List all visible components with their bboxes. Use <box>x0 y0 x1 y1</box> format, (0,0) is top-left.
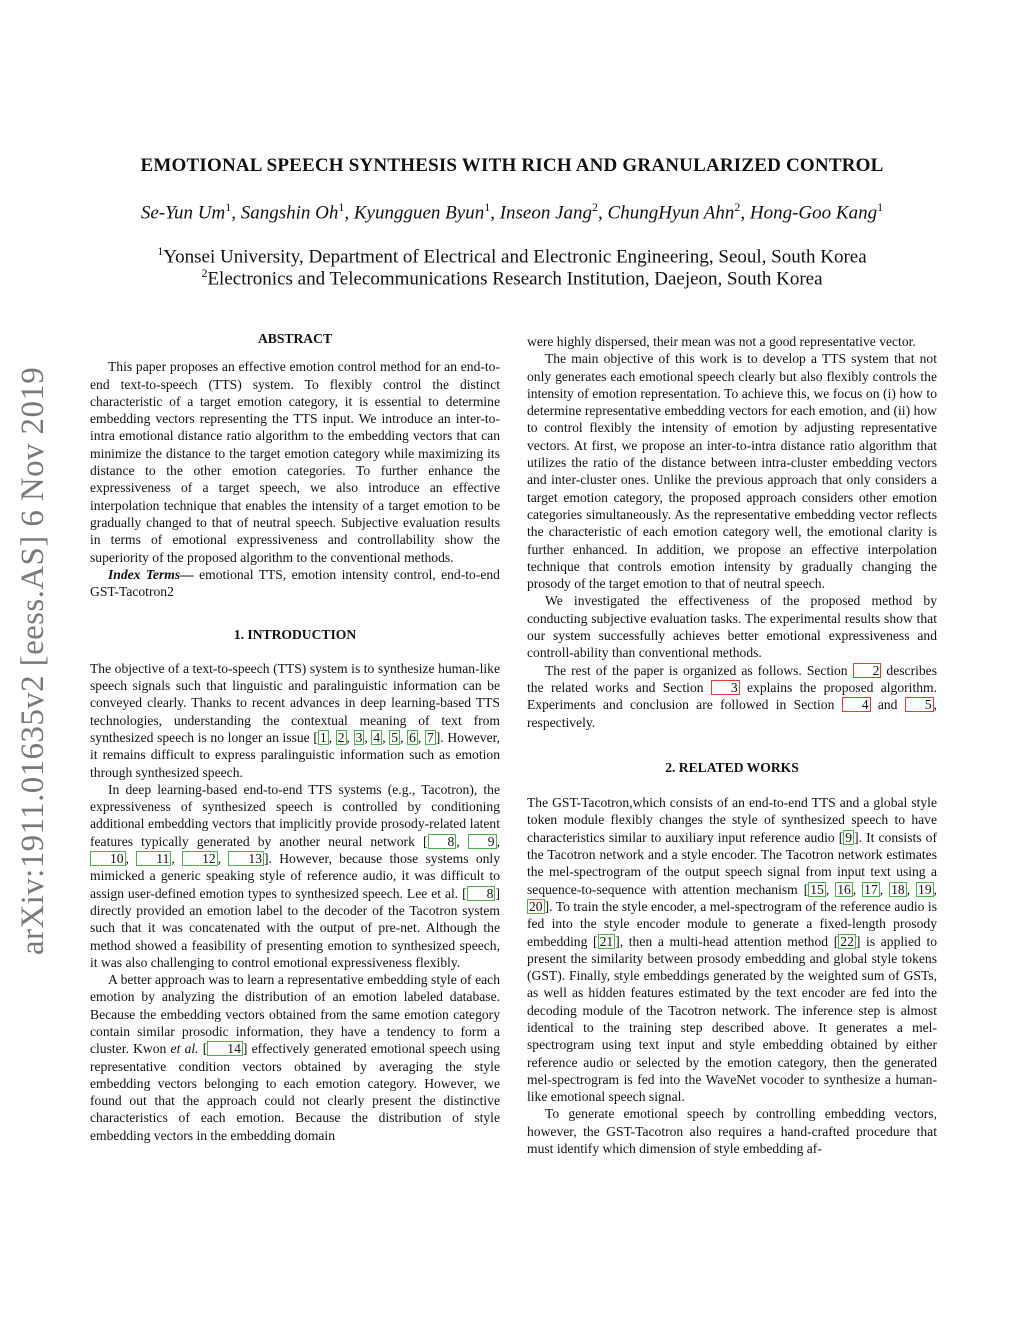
citation-link[interactable]: 9 <box>845 829 853 845</box>
citation-link[interactable]: 6 <box>409 729 416 745</box>
citation-link[interactable]: 9 <box>468 834 497 849</box>
citation-link[interactable]: 4 <box>373 729 381 745</box>
section-heading-related-works: 2. RELATED WORKS <box>665 759 799 775</box>
intro-paragraph-2: In deep learning-based end-to-end TTS systems (e.g., Tacotron), the expressiveness of synthesized speech is controlled by conditioning additional embedding vectors that implicitly provide prosody-related latent features typically generated by another neural network [ 8 , 9 , 10 , 11 , 12 , 13 ]. However, because those systems only mimicked a generic speaking style of reference audio, it was difficult to assign user-defined emotion types to synthesized speech. Lee et al. [ 8 ] directly provided an emotion label to the decoder of the Tacotron system such that it was concatenated with the output of pre-net. Although the method showed a feasibility of presenting emotion to synthesized speech, it was also challenging to control emotional expressiveness flexibly. <box>90 781 501 970</box>
citation-link[interactable]: 8 <box>467 886 496 901</box>
citation-link[interactable]: 5 <box>391 729 399 745</box>
section-link[interactable]: 2 <box>853 663 882 678</box>
citation-link[interactable]: 18 <box>891 881 905 897</box>
paper-title: EMOTIONAL SPEECH SYNTHESIS WITH RICH AND GRANULARIZED CONTROL <box>140 155 884 176</box>
citation-link[interactable]: 2 <box>337 729 345 745</box>
intro-paragraph-1: The objective of a text-to-speech (TTS) system is to synthesize human-like speech signals such that linguistic and paralinguistic information can be conveyed clearly. Thanks to recent advances in deep learning-based TTS technologies, understanding the contextual meaning of text from synthesized speech is no longer an issue [ 1 , 2 , 3 , 4 , 5 , 6 , 7 ]. However, it remains difficult to express paralinguistic information such as emotion through synthesized speech. <box>90 660 500 780</box>
citation-link[interactable]: 13 <box>228 851 264 866</box>
author: Kyungguen Byun <box>353 202 485 224</box>
arxiv-identifier: arXiv:1911.01635v2 [eess.AS] 6 Nov 2019 <box>15 366 51 955</box>
citation-link[interactable]: 8 <box>428 834 457 849</box>
citation-link[interactable]: 3 <box>355 729 363 745</box>
citation-link[interactable]: 22 <box>840 933 854 949</box>
author: Sangshin Oh <box>240 202 339 224</box>
author-list: Se-Yun Um$^1$, Sangshin Oh$^1$, Kyungguen Byun$^1$, Inseon Jang$^2$, ChungHyun Ahn$^2$, Hong-Goo Kang$^1$ <box>140 200 884 224</box>
intro-paragraph-6: The rest of the paper is organized as follows. Section 2 describes the related works and Section 3 explains the proposed algorithm. Experiments and conclusion are followed in Section 4 and 5 , respectively. <box>527 662 937 730</box>
intro-paragraph-3-continued: were highly dispersed, their mean was not a good representative vector. <box>527 334 916 349</box>
author: ChungHyun Ahn <box>607 202 735 224</box>
citation-link[interactable]: 21 <box>599 933 614 949</box>
related-paragraph-2: To generate emotional speech by controlling embedding vectors, however, the GST-Tacotron also requires a hand-crafted procedure that must identify which dimension of style embedding af- <box>527 1106 937 1157</box>
right-column <box>527 333 937 1157</box>
citation-link[interactable]: 1 <box>319 729 327 745</box>
citation-link[interactable]: 19 <box>918 881 932 897</box>
index-terms: Index Terms— emotional TTS, emotion intensity control, end-to-end GST-Tacotron2 <box>90 566 500 600</box>
affiliation-2: $^2$Electronics and Telecommunications Research Institution, Daejeon, South Korea <box>201 266 823 290</box>
citation-link[interactable]: 12 <box>182 851 218 866</box>
citation-link[interactable]: 15 <box>810 881 824 897</box>
citation-link[interactable]: 10 <box>90 851 126 866</box>
citation-link[interactable]: 7 <box>426 729 434 745</box>
related-paragraph-1: The GST-Tacotron,which consists of an end-to-end TTS and a global style token module flexibly changes the style of synthesized speech to have characteristics similar to auxiliary input reference audio [ 9 ]. It consists of the Tacotron network and a style encoder. The Tacotron network estimates the mel-spectrogram of the output speech signal from input text using a sequence-to-sequence with attention mechanism [ 15 , 16 , 17 , 18 , 19 , 20 ]. To train the style encoder, a mel-spectrogram of the reference audio is fed into the style encoder module to generate a fixed-length prosody embedding [ 21 ], then a multi-head attention method [ 22 ] is applied to present the similarity between prosody embedding and global style tokens (GST). Finally, style embeddings generated by the weighted sum of GSTs, as well as hidden features estimated by the text encoder are fed into the decoding module of the Tacotron network. The inference step is almost identical to the training step described above. It generates a mel-spectrogram using text input and style embedding obtained by either reference audio or selected by the emotion category, then the generated mel-spectrogram is fed into the WaveNet vocoder to synthesize a human-like emotional speech signal. <box>527 795 938 1105</box>
author: Hong-Goo Kang <box>749 202 878 224</box>
abstract-heading: ABSTRACT <box>257 331 333 346</box>
section-heading-introduction: 1. INTRODUCTION <box>233 627 357 643</box>
author: Inseon Jang <box>499 202 593 224</box>
section-link[interactable]: 4 <box>842 697 871 712</box>
author: Se-Yun Um <box>140 202 226 224</box>
abstract-text: This paper proposes an effective emotion control method for an end-to-end text-to-speech (TTS) system. To flexibly control the distinct characteristic of a target emotion category, it is essential to determine embedding vectors representing the TTS input. We introduce an inter-to-intra emotional distance ratio algorithm to the embedding vectors that can minimize the distance to the target emotion category while maximizing its distance to the other emotion categories. To further enhance the expressiveness of a target speech, we also introduce an effective interpolation technique that enables the intensity of a target emotion to be gradually changed to that of neutral speech. Subjective evaluation results in terms of emotional expressiveness and controllability show the superiority of the proposed algorithm to the conventional methods. <box>90 359 500 565</box>
citation-link[interactable]: 14 <box>207 1041 243 1056</box>
citation-link[interactable]: 11 <box>136 851 171 866</box>
affiliation-1: $^1$Yonsei University, Department of Electrical and Electronic Engineering, Seoul, South Korea <box>157 244 867 268</box>
section-link[interactable]: 3 <box>711 680 740 695</box>
intro-paragraph-4: The main objective of this work is to develop a TTS system that not only generates each emotional speech clearly but also flexibly controls the intensity of emotion representation. To achieve this, we focus on (i) how to determine representative embedding vectors for each emotion, and (ii) how to control flexibly the intensity of emotion by adjusting representative vectors. At first, we propose an inter-to-intra distance ratio algorithm that utilizes the ratio of the distance between intra-cluster embedding vectors and inter-cluster ones. Unlike the previous approach that only considers a target emotion category, the proposed approach considers other emotion categories simultaneously. As the representative embedding vector reflects the characteristic of each emotion category well, the emotional clarity is further enhanced. In addition, we propose an effective interpolation technique that controls emotion intensity by gradually changing the prosody of the target emotion to that of neutral speech. <box>527 351 937 592</box>
left-column <box>90 330 500 1144</box>
section-link[interactable]: 5 <box>905 697 934 712</box>
citation-link[interactable]: 20 <box>529 898 543 914</box>
citation-link[interactable]: 17 <box>864 881 878 897</box>
intro-paragraph-5: We investigated the effectiveness of the proposed method by conducting subjective evaluation tasks. The experimental results show that our system successfully achieves better emotional expressiveness and controll-ability than conventional methods. <box>527 593 937 661</box>
citation-link[interactable]: 16 <box>837 881 851 897</box>
intro-paragraph-3: A better approach was to learn a representative embedding style of each emotion by analyzing the distribution of an emotion labeled database. Because the embedding vectors obtained from the same emotion category contain similar prosodic information, they have a tendency to form a cluster. Kwon et al. [ 14 ] effectively generated emotional speech using representative condition vectors obtained by averaging the style embedding vectors belonging to each emotion category. However, we found out that the approach could not clearly present the distinctive characteristics of each emotion. Because the distribution of style embedding vectors in the embedding domain <box>90 972 500 1143</box>
